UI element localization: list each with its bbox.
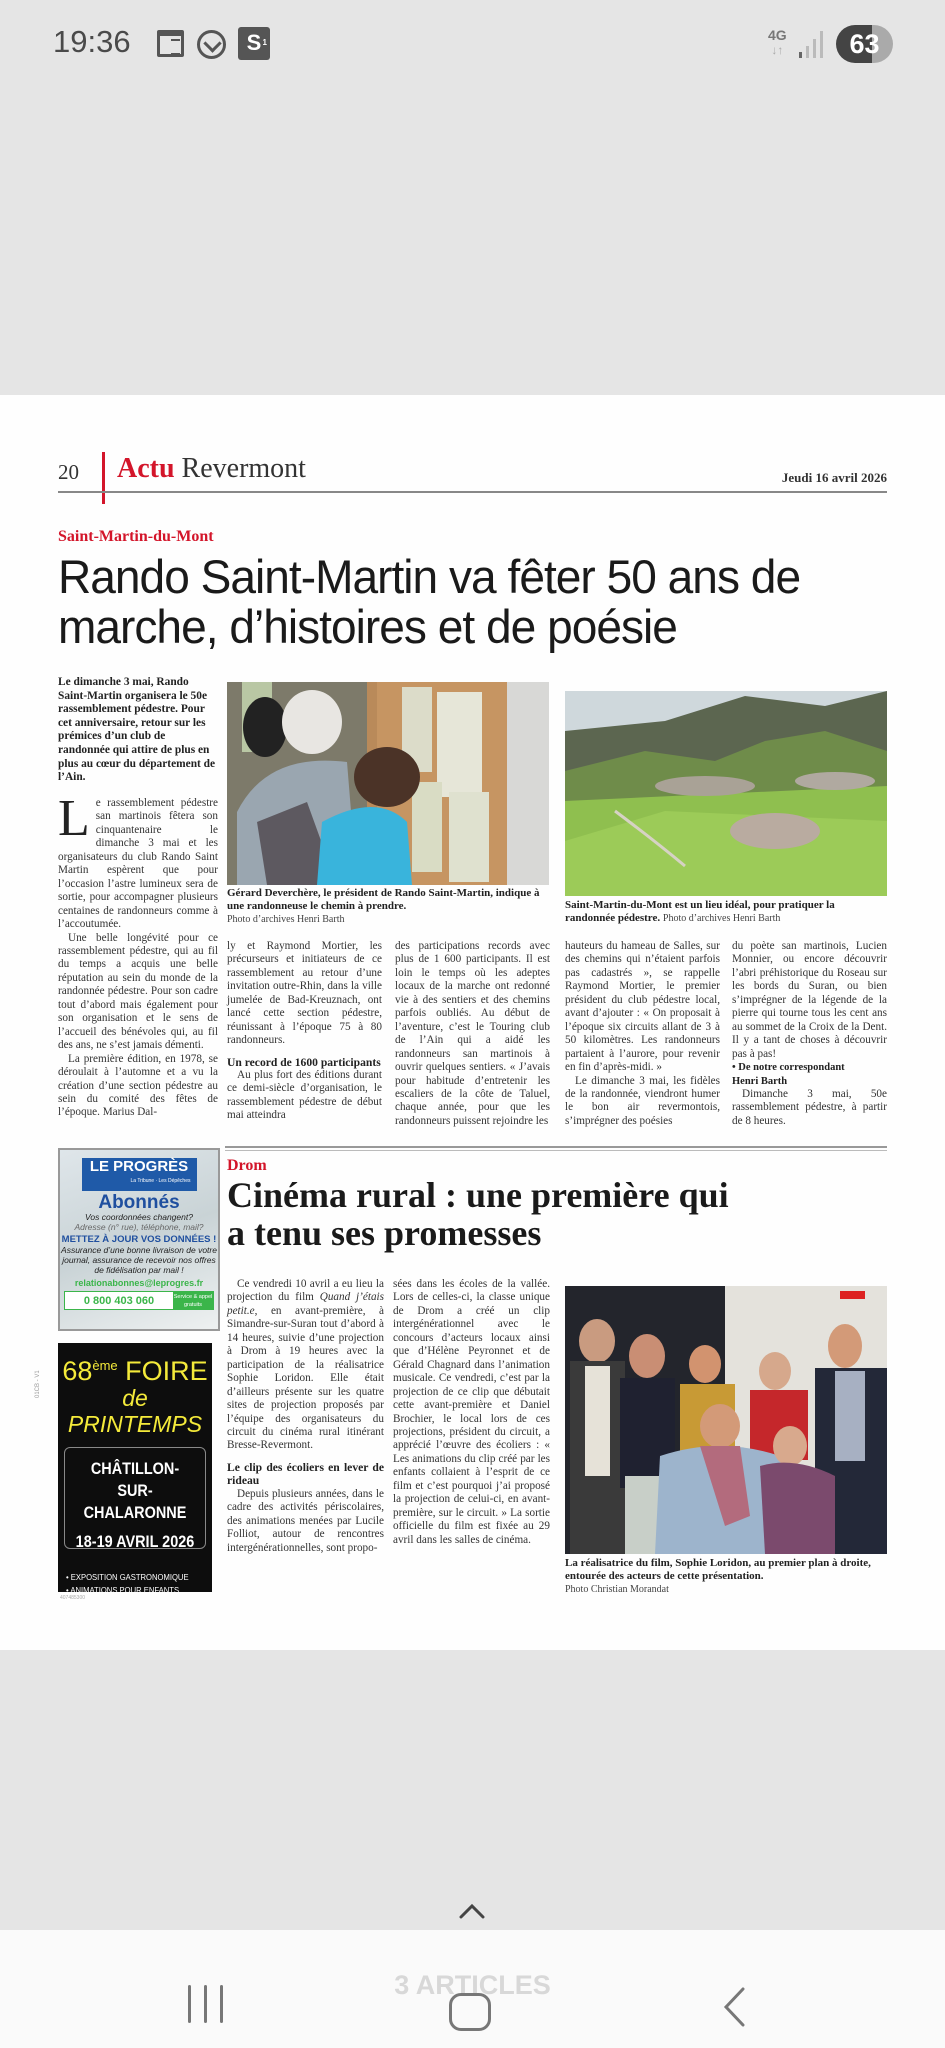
article2-column-2: sées dans les écoles de la vallée. Lors de celles-ci, la classe unique de Drom a créé un clip intergénérationnel avec le concours d’acteurs locaux ainsi que d’Hélène Peyronnet et de Gérald Chagnard dans l’animation musicale. Ce vendredi, c’est par la projection de ce clip que débutait cette avant-première et Daniel Brochier, le local lors de ces projections, président du circuit, a apprécié l’œuvre des écoliers : « Les animations du clip créé par les enfants collaient à l’esprit de ce film et c’est pourquoi j’ai proposé la projection de celui-ci, en avant-première, sur le circuit. » La sortie officielle du film est fixée au 29 avril dans les salles de cinéma. <box>393 1278 550 1546</box>
photo-caption-film-team: La réalisatrice du film, Sophie Loridon, au premier plan à droite, entourée des acteurs de cette présentation. Photo Christian Morandat <box>565 1557 871 1595</box>
header-rule <box>58 491 887 493</box>
side-code: 01CB - V1 <box>35 1370 41 1398</box>
article-separator <box>225 1146 887 1148</box>
signal-icon <box>799 30 825 58</box>
ad-email-link[interactable]: relationabonnes@leprogres.fr <box>74 1278 204 1288</box>
mail-icon <box>197 30 226 59</box>
photo-caption-president: Gérard Deverchère, le président de Rando Saint-Martin, indique à une randonneuse le chemin à prendre. Photo d’archives Henri Barth <box>227 887 540 925</box>
author-signature: • De notre correspondant Henri Barth <box>732 1062 845 1087</box>
article2-kicker: Drom <box>227 1157 267 1174</box>
photo-film-team[interactable] <box>565 1286 887 1554</box>
photo-image <box>565 691 887 896</box>
event-info: Dimanche 3 mai, 50e rassemblement pédestre, à partir de 8 heures. <box>732 1087 887 1127</box>
section-title: Actu Revermont <box>117 453 306 484</box>
ad-location-box: CHÂTILLON- SUR-CHALARONNE 18-19 AVRIL 2026 <box>64 1447 206 1549</box>
article1-column-3: des participations records avec plus de 1 600 participants. Il est loin le temps où les adeptes locaux de la marche ont redonné vie à des sentiers et des chemins parfois oubliés. Au début de l’aventure, c’est le Touring club de l’Ain qui a aidé les randonneurs san martinois à ouvrir quelques sentiers. « J’avais pour habitude d’entretenir les escaliers de la côte de Taluel, chaque année, pour que les randonneurs puissent rejoindre les <box>395 940 550 1127</box>
article-separator-thin <box>225 1150 887 1151</box>
ad-heading: Abonnés <box>98 1192 180 1213</box>
header-divider <box>102 452 105 504</box>
ad-foire-de-printemps[interactable]: 68ème FOIRE de PRINTEMPS CHÂTILLON- SUR-CHALARONNE 18-19 AVRIL 2026 • EXPOSITION GASTRONOMIQUE • ANIMATIONS POUR ENFANTS <box>58 1343 212 1592</box>
photo-image <box>565 1286 887 1554</box>
page-number: 20 <box>58 460 79 484</box>
article1-column-1: Le rassemblement pédestre san martinois fêtera son cinquantenaire le dimanche 3 mai et les organisateurs du club Rando Saint Martin espèrent que pour l’occasion l’astre lumineux sera de sortie, pour accompagner plusieurs centaines de randonneurs comme à l’accoutumée. Une belle longévité pour ce rassemblement pédestre, qui au fil du temps a acquis une belle réputation au sein du monde de la randonnée pédestre. Pour son cadre tout d’abord mais également pour son organisation et le sens de l’accueil des bénévoles qui, au fil des ans, ne s’est jamais démenti. La première édition, en 1978, se déroulait à l’automne et a vu la création d’une section pédestre au sein du comité des fêtes de l’époque. Marius Dal- <box>58 790 218 1119</box>
article1-subheading: Un record de 1600 participants <box>227 1055 381 1069</box>
newspaper-icon <box>157 30 184 57</box>
system-navigation-bar <box>0 1930 945 2048</box>
s-app-icon: S 1 <box>238 27 270 60</box>
article2-subheading: Le clip des écoliers en lever de rideau <box>227 1460 384 1488</box>
ad-phone[interactable]: 0 800 403 060 Service & appel gratuits <box>64 1291 214 1310</box>
article1-column-2: ly et Raymond Mortier, les précurseurs et initiateurs de ce rassemblement au retour d’une invitation outre-Rhin, dans la ville jumelée de Bad-Kreuznach, ont lancé cette section pédestre, réunissant à l’époque 75 à 80 randonneurs. Un record de 1600 participants Au plus fort des éditions durant ce demi-siècle d’organisation, le rassemblement pédestre de début mai atteindra <box>227 940 382 1122</box>
film-title: Quand j’étais petit.e <box>227 1291 384 1317</box>
ad-cta: METTEZ À JOUR VOS DONNÉES ! <box>61 1234 217 1245</box>
article2-headline[interactable]: Cinéma rural : une première qui a tenu ses promesses <box>227 1175 729 1253</box>
article1-lead: Le dimanche 3 mai, Rando Saint-Martin organisera le 50e rassemblement pédestre. Pour cet anniversaire, retour sur les prémices d’un club de randonnée qui attire de plus en plus au cœur du département de l’Ain. <box>58 676 216 784</box>
chevron-up-icon[interactable] <box>458 1902 486 1920</box>
recent-apps-button[interactable] <box>188 1985 224 2023</box>
home-button[interactable] <box>449 1993 491 2031</box>
photo-club-president[interactable] <box>227 682 549 885</box>
article1-column-5: du poète san martinois, Lucien Monnier, ou encore découvrir l’abri préhistorique du Roseau sur les bords du Suran, ou bien s’imprégner de la légende de la pierre qui tourne tous les cent ans au sommet de la Croix de la Dent. Il y a tant de choses à découvrir pas à pas! • De notre correspondant Henri Barth Dimanche 3 mai, 50e rassemblement pédestre, à partir de 8 heures. <box>732 940 887 1127</box>
le-progres-logo: LE PROGRÈS La Tribune · Les Dépêches <box>82 1158 197 1191</box>
photo-caption-landscape: Saint-Martin-du-Mont est un lieu idéal, pour pratiquer la randonnée pédestre. Photo d’archives Henri Barth <box>565 899 835 924</box>
ad-le-progres-subscribers[interactable]: LE PROGRÈS La Tribune · Les Dépêches Abonnés Vos coordonnées changent? Adresse (n° rue), téléphone, mail? METTEZ À JOUR VOS DONNÉES ! Assurance d’une bonne livraison de votre journal, assurance de recevoir nos offres de fidélisation par mail ! relationabonnes@leprogres.fr 0 800 403 060 Service & appel gratuits <box>58 1148 220 1331</box>
ad-reference: 407485300 <box>60 1595 86 1601</box>
articles-count-label[interactable]: 3 ARTICLES <box>394 1970 551 2000</box>
photo-image <box>227 682 549 885</box>
article2-column-1: Ce vendredi 10 avril a eu lieu la projection du film Quand j’étais petit.e, en avant-première, à Simandre-sur-Suran tout d’abord à 14 heures, suivie d’une projection à Drom à 19 heures avec la participation de la réalisatrice Sophie Loridon. Elle était d’ailleurs présente sur les quatre sites de projection proposés par l’équipe des organisateurs du circuit du cinéma rural itinérant Bresse-Revermont. Le clip des écoliers en lever de rideau Depuis plusieurs années, dans le cadre des activités périscolaires, des animations menées par Lucile Folliot, autour de rencontres intergénérationnelles, sont propo- <box>227 1278 384 1554</box>
photo-landscape[interactable] <box>565 691 887 896</box>
article1-headline[interactable]: Rando Saint-Martin va fêter 50 ans de marche, d’histoires et de poésie <box>58 550 801 653</box>
article1-kicker: Saint-Martin-du-Mont <box>58 528 214 545</box>
back-button[interactable] <box>722 1987 746 2027</box>
network-4g-icon: 4G ↓↑ <box>768 27 787 57</box>
dropcap: L <box>58 790 90 847</box>
issue-date: Jeudi 16 avril 2026 <box>781 470 887 485</box>
status-bar <box>0 0 945 90</box>
battery-indicator: 63 <box>836 25 893 63</box>
clock: 19:36 <box>53 24 131 59</box>
article1-column-4: hauteurs du hameau de Salles, sur des chemins qui n’étaient parfois pas cadastrés », se rappelle Raymond Mortier, le premier président du club pédestre local, avant d’ajouter : « On proposait à l’époque six circuits allant de 3 à 50 kilomètres. Les randonneurs partaient à l’aurore, pour revenir en fin d’après-midi. » Le dimanche 3 mai, les fidèles de la randonnée, viendront humer le bon air revermontois, s’imprégner des poésies <box>565 940 720 1127</box>
